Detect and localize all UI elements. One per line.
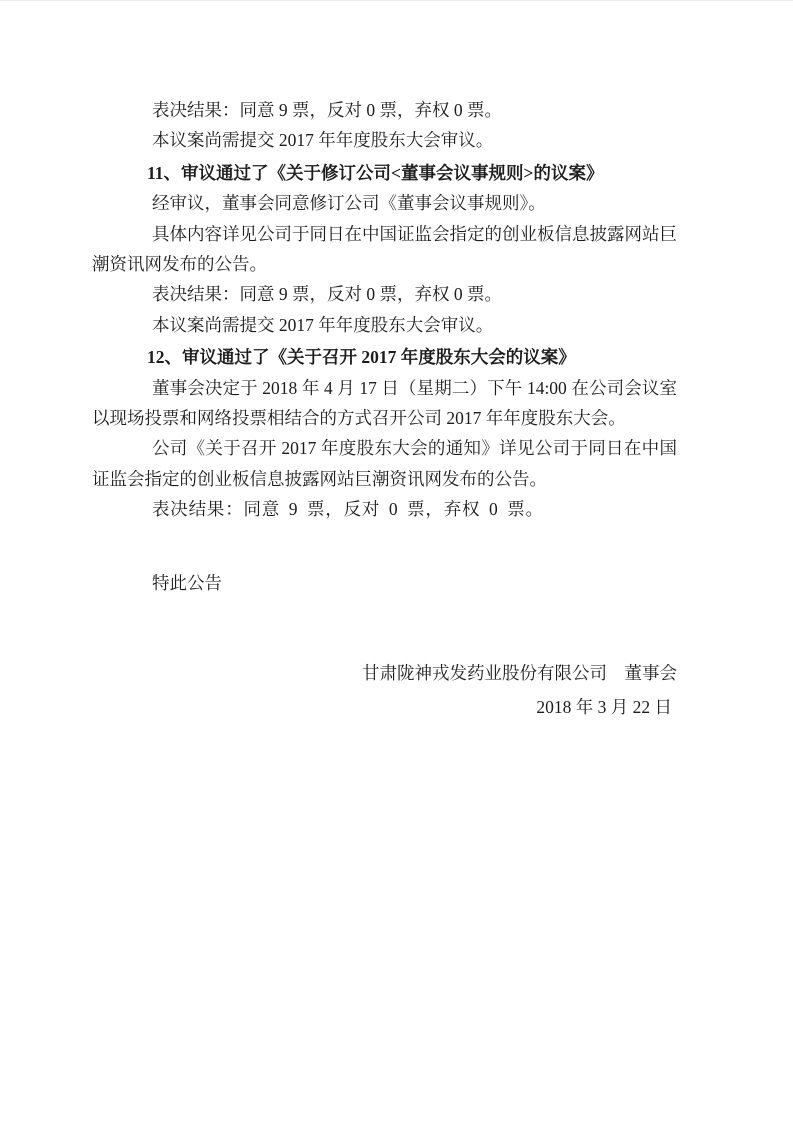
resolution-12-heading: 12、审议通过了《关于召开 2017 年度股东大会的议案》 — [147, 347, 576, 368]
submit-to-agm-line-item11: 本议案尚需提交 2017 年年度股东大会审议。 — [152, 314, 494, 335]
resolution-11-disclosure-line: 具体内容详见公司于同日在中国证监会指定的创业板信息披露网站巨潮资讯网发布的公告。 — [92, 223, 677, 275]
signature-date-line: 2018 年 3 月 22 日 — [536, 696, 672, 717]
vote-result-line-item11: 表决结果：同意 9 票，反对 0 票，弃权 0 票。 — [152, 284, 502, 305]
resolution-11-approval-line: 经审议，董事会同意修订公司《董事会议事规则》。 — [152, 193, 546, 214]
resolution-12-notice-disclosure-line: 公司《关于召开 2017 年度股东大会的通知》详见公司于同日在中国证监会指定的创业板信息披露网站巨潮资讯网发布的公告。 — [92, 438, 677, 489]
vote-result-line-item12: 表决结果：同意 9 票，反对 0 票，弃权 0 票。 — [152, 499, 544, 520]
resolution-11-heading: 11、审议通过了《关于修订公司<董事会议事规则>的议案》 — [147, 162, 604, 183]
submit-to-agm-line-item10: 本议案尚需提交 2017 年年度股东大会审议。 — [152, 130, 494, 151]
resolution-12-meeting-plan-line: 董事会决定于 2018 年 4 月 17 日（星期二）下午 14:00 在公司会议室以现场投票和网络投票相结合的方式召开公司 2017 年年度股东大会。 — [92, 377, 677, 429]
document-content-area — [92, 95, 677, 722]
vote-result-line-item10: 表决结果：同意 9 票，反对 0 票，弃权 0 票。 — [152, 100, 502, 120]
closing-announcement-line: 特此公告 — [152, 572, 222, 593]
signature-company-line: 甘肃陇神戎发药业股份有限公司 董事会 — [362, 663, 677, 684]
